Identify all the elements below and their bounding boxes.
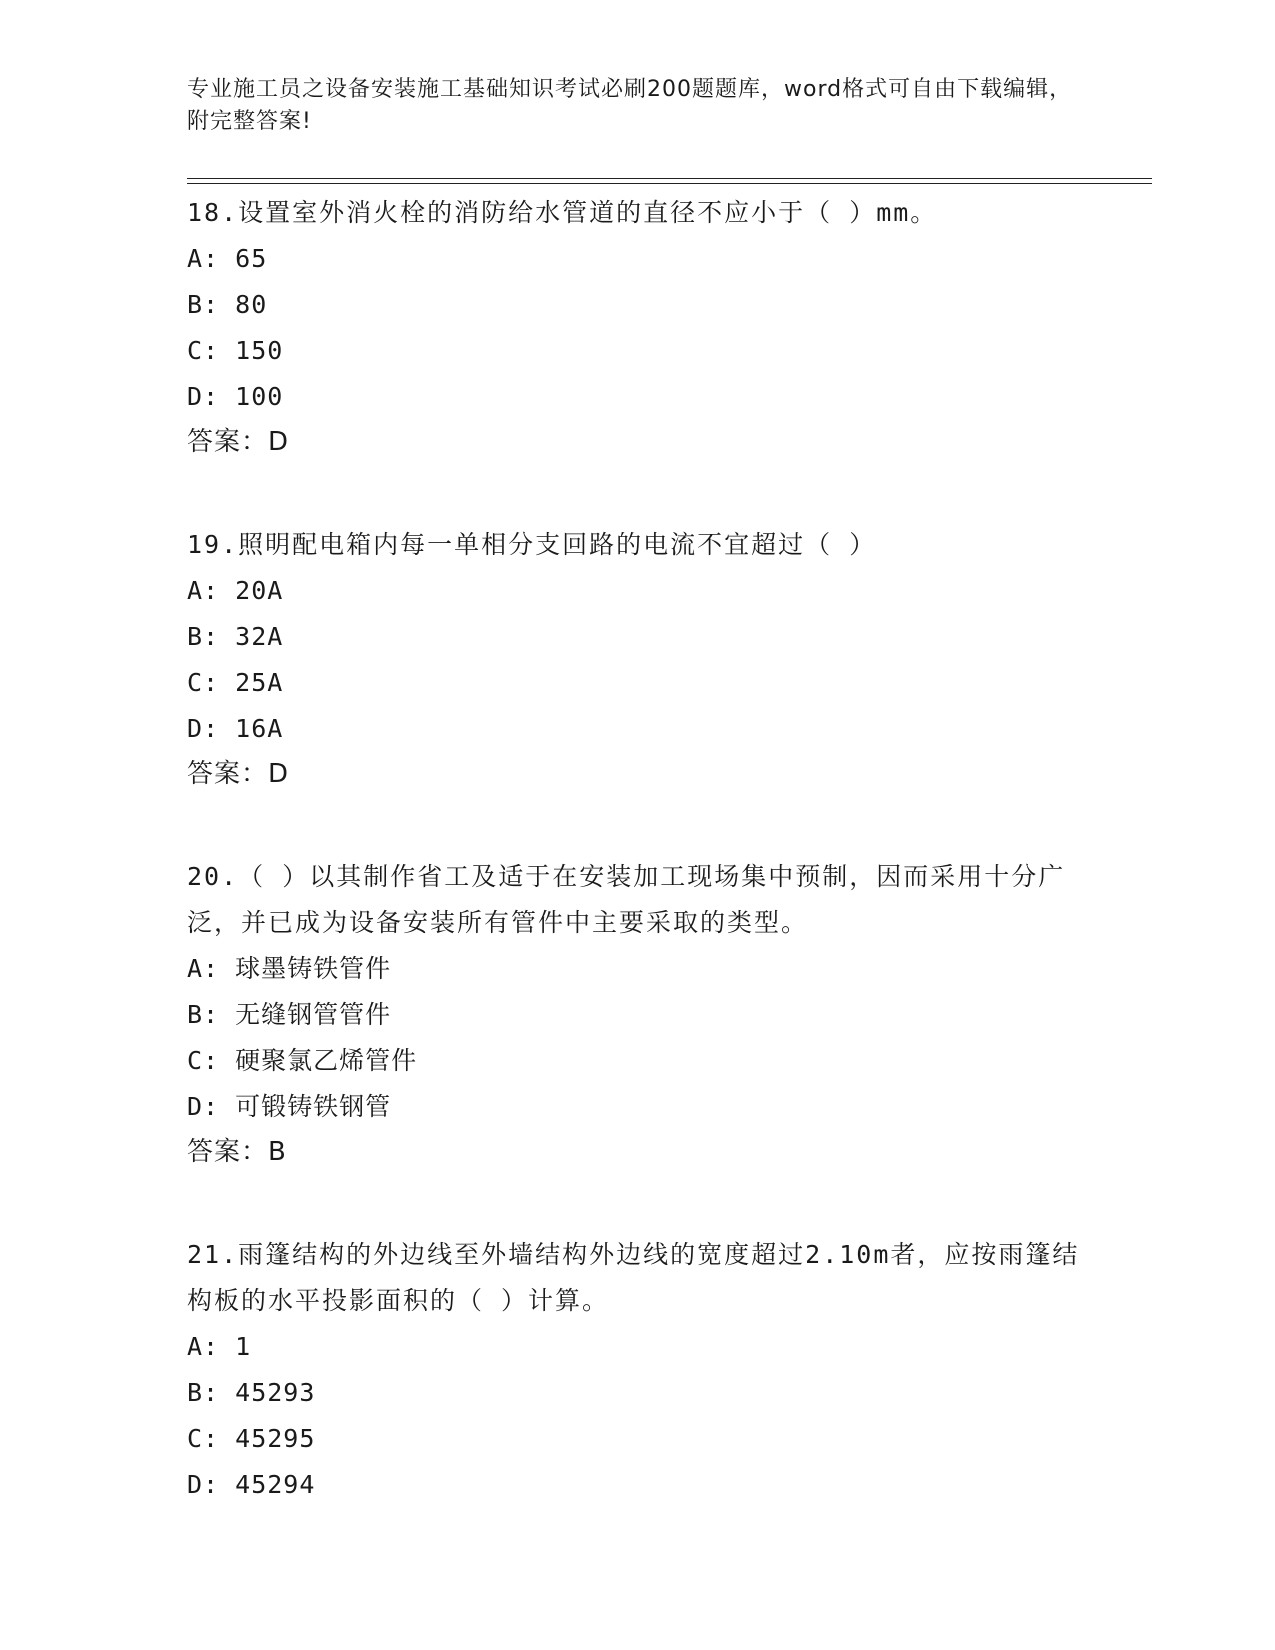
question-text: 21.雨篷结构的外边线至外墙结构外边线的宽度超过2.10m者，应按雨篷结构板的水平投影面积的（ ）计算。: [187, 1240, 1080, 1315]
question-18: [187, 190, 1087, 464]
option-b: B: 45293: [187, 1378, 316, 1407]
option-c: C: 150: [187, 336, 284, 365]
question-text: 19.照明配电箱内每一单相分支回路的电流不宜超过（ ）: [187, 530, 877, 559]
question-21: [187, 1232, 1087, 1508]
answer: 答案：D: [187, 759, 290, 789]
option-d: D: 16A: [187, 714, 284, 743]
answer: 答案：D: [187, 427, 290, 457]
question-text: 18.设置室外消火栓的消防给水管道的直径不应小于（ ）mm。: [187, 198, 938, 227]
question-20: [187, 854, 1087, 1174]
question-text: 20.（ ）以其制作省工及适于在安装加工现场集中预制，因而采用十分广泛，并已成为设备安装所有管件中主要采取的类型。: [187, 862, 1066, 937]
question-list: [187, 190, 1087, 1508]
option-d: D: 100: [187, 382, 284, 411]
option-a: A: 20A: [187, 576, 284, 605]
question-19: [187, 522, 1087, 796]
option-c: C: 45295: [187, 1424, 316, 1453]
answer: 答案：B: [187, 1137, 287, 1167]
option-b: B: 32A: [187, 622, 284, 651]
document-header: 专业施工员之设备安装施工基础知识考试必刷200题题库，word格式可自由下载编辑，附完整答案!: [187, 77, 1073, 134]
option-b: B: 无缝钢管管件: [187, 1000, 392, 1029]
header-divider-bottom: [187, 183, 1152, 184]
option-d: D: 可锻铸铁钢管: [187, 1092, 392, 1121]
option-d: D: 45294: [187, 1470, 316, 1499]
header-divider-top: [187, 178, 1152, 179]
option-a: A: 1: [187, 1332, 252, 1361]
option-c: C: 25A: [187, 668, 284, 697]
option-a: A: 球墨铸铁管件: [187, 954, 392, 983]
option-c: C: 硬聚氯乙烯管件: [187, 1046, 418, 1075]
option-b: B: 80: [187, 290, 268, 319]
option-a: A: 65: [187, 244, 268, 273]
